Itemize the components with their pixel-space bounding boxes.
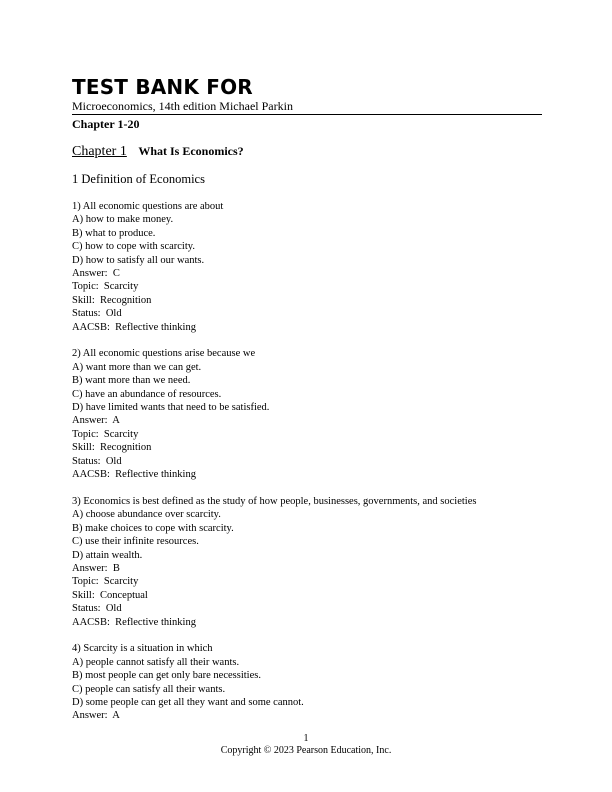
- question-stem: 3) Economics is best defined as the study of how people, businesses, governments, and societies: [72, 495, 477, 507]
- answer-option-c: C) people can satisfy all their wants.: [72, 683, 226, 695]
- chapter-heading: [72, 142, 244, 161]
- answer-option-c: C) use their infinite resources.: [72, 536, 199, 548]
- answer-option-b: B) most people can get only bare necessities.: [72, 670, 261, 682]
- question-stem: 4) Scarcity is a situation in which: [72, 643, 213, 655]
- question-status: Status: Old: [72, 308, 122, 320]
- question-2: [72, 347, 542, 481]
- answer-option-b: B) make choices to cope with scarcity.: [72, 522, 234, 534]
- answer-option-a: A) choose abundance over scarcity.: [72, 509, 221, 521]
- question-aacsb: AACSB: Reflective thinking: [72, 321, 196, 333]
- question-topic: Topic: Scarcity: [72, 576, 139, 588]
- question-status: Status: Old: [72, 603, 122, 615]
- answer-option-a: A) how to make money.: [72, 214, 174, 226]
- chapter-label: Chapter 1: [72, 144, 127, 159]
- answer-option-d: D) attain wealth.: [72, 549, 143, 561]
- question-aacsb: AACSB: Reflective thinking: [72, 616, 196, 628]
- answer-key: Answer: A: [72, 415, 120, 427]
- answer-key: Answer: C: [72, 268, 120, 280]
- question-3: [72, 495, 542, 629]
- answer-option-d: D) have limited wants that need to be satisfied.: [72, 402, 270, 414]
- header-divider: [72, 114, 542, 115]
- question-skill: Skill: Conceptual: [72, 589, 148, 601]
- question-4: [72, 642, 542, 722]
- document-header: [72, 76, 542, 132]
- question-stem: 1) All economic questions are about: [72, 201, 224, 212]
- answer-option-b: B) want more than we need.: [72, 375, 191, 387]
- question-1: [72, 200, 542, 334]
- question-status: Status: Old: [72, 455, 122, 467]
- question-skill: Skill: Recognition: [72, 294, 152, 306]
- answer-option-b: B) what to produce.: [72, 227, 156, 239]
- question-topic: Topic: Scarcity: [72, 428, 139, 440]
- answer-option-c: C) how to cope with scarcity.: [72, 241, 195, 253]
- answer-option-d: D) how to satisfy all our wants.: [72, 254, 205, 266]
- section-heading: 1 Definition of Economics: [72, 172, 205, 186]
- chapter-range: Chapter 1-20: [72, 117, 140, 131]
- answer-option-d: D) some people can get all they want and some cannot.: [72, 696, 304, 708]
- question-stem: 2) All economic questions arise because we: [72, 348, 256, 360]
- test-bank-title: TEST BANK FOR: [72, 75, 253, 99]
- question-list: [72, 200, 542, 736]
- answer-key: Answer: A: [72, 710, 120, 722]
- question-skill: Skill: Recognition: [72, 442, 152, 454]
- question-aacsb: AACSB: Reflective thinking: [72, 469, 196, 481]
- page-number: 1: [303, 733, 309, 744]
- copyright-notice: Copyright © 2023 Pearson Education, Inc.: [220, 745, 392, 756]
- chapter-title: What Is Economics?: [138, 144, 244, 158]
- book-subtitle: Microeconomics, 14th edition Michael Parkin: [72, 99, 293, 113]
- answer-option-a: A) people cannot satisfy all their wants.: [72, 656, 240, 668]
- question-topic: Topic: Scarcity: [72, 281, 139, 293]
- answer-key: Answer: B: [72, 562, 120, 574]
- answer-option-a: A) want more than we can get.: [72, 361, 202, 373]
- answer-option-c: C) have an abundance of resources.: [72, 388, 222, 400]
